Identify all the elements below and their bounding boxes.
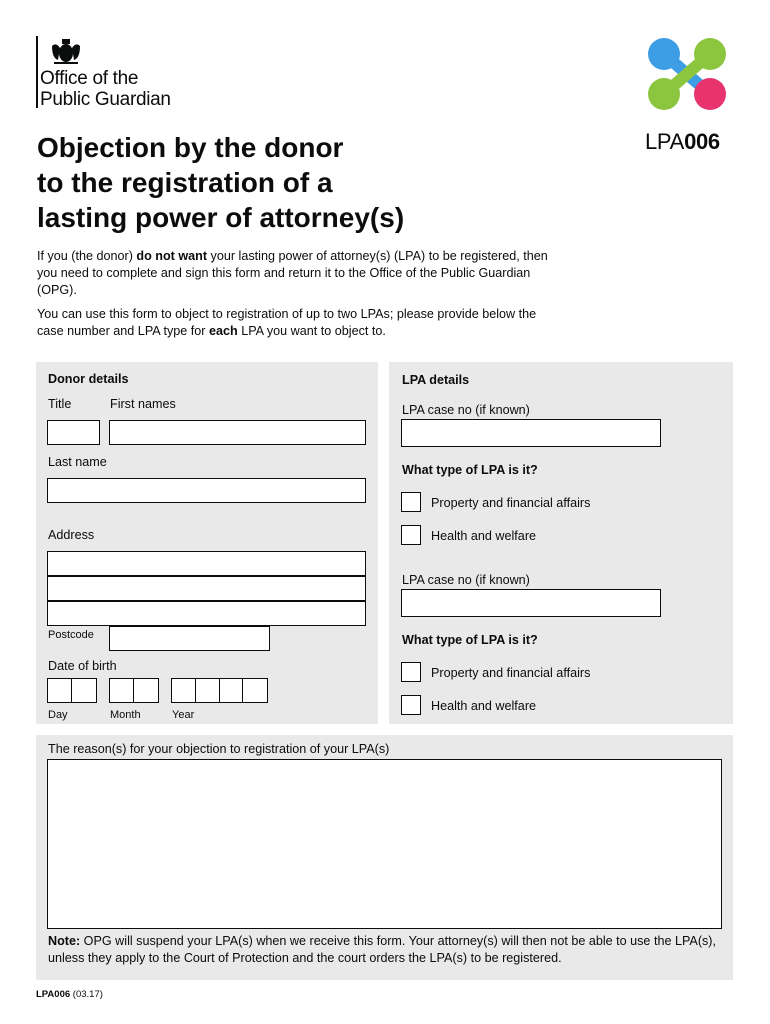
page-title <box>37 130 557 235</box>
lpa-details-heading: LPA details <box>402 373 470 387</box>
health-welfare-checkbox-2[interactable] <box>401 695 421 715</box>
property-financial-label-2: Property and financial affairs <box>431 666 591 680</box>
objection-reason-label: The reason(s) for your objection to registration of your LPA(s) <box>48 742 390 756</box>
day-label: Day <box>48 709 68 721</box>
title-line2: to the registration of a <box>37 167 333 198</box>
intro2-text-a: You can use this form to object to registration of up to two LPAs; please provide below the case number and LPA type for <box>37 307 537 338</box>
health-welfare-label-1: Health and welfare <box>431 529 537 543</box>
suspension-note <box>48 933 728 967</box>
postcode-field[interactable] <box>109 626 270 651</box>
dob-day-field[interactable] <box>47 678 97 703</box>
form-code-prefix: LPA <box>645 129 685 154</box>
title-line3: lasting power of attorney(s) <box>37 202 405 233</box>
date-of-birth-label: Date of birth <box>48 659 117 673</box>
address-line1-field[interactable] <box>47 551 366 576</box>
opg-dots-logo-icon <box>646 36 728 112</box>
org-name-line1: Office of the <box>40 68 139 89</box>
intro2-text-b: LPA you want to object to. <box>237 324 386 338</box>
logo-divider <box>36 36 38 108</box>
property-financial-checkbox-2[interactable] <box>401 662 421 682</box>
organisation-name <box>40 68 171 110</box>
royal-crest-icon <box>46 36 86 66</box>
intro1-bold: do not want <box>136 249 208 263</box>
address-line3-field[interactable] <box>47 601 366 626</box>
note-text: OPG will suspend your LPA(s) when we receive this form. Your attorney(s) will then not be able to use the LPA(s), unless they apply to the Court of Protection and the court orders the LPA(s) to be registered. <box>48 934 716 965</box>
address-label: Address <box>48 528 95 542</box>
lpa-case-no-field-1[interactable] <box>401 419 661 447</box>
title-label: Title <box>48 397 72 411</box>
intro1-text-b: your lasting power of attorney(s) (LPA) to be registered, then you need to complete and sign this form and return it to the Office of the Public Guardian (OPG). <box>37 249 548 297</box>
month-label: Month <box>110 709 141 721</box>
health-welfare-checkbox-1[interactable] <box>401 525 421 545</box>
lpa-details-panel <box>389 362 733 724</box>
form-code <box>645 129 720 155</box>
first-names-label: First names <box>110 397 176 411</box>
lpa-type-question-1: What type of LPA is it? <box>402 463 538 477</box>
lpa-type-question-2: What type of LPA is it? <box>402 633 538 647</box>
address-line2-field[interactable] <box>47 576 366 601</box>
donor-details-heading: Donor details <box>48 372 129 386</box>
org-name-line2: Public Guardian <box>40 89 171 110</box>
lpa-case-no-field-2[interactable] <box>401 589 661 617</box>
intro1-text-a: If you (the donor) <box>37 249 137 263</box>
last-name-label: Last name <box>48 455 107 469</box>
footer-form-code: LPA006 <box>36 989 71 1000</box>
intro-paragraph-1 <box>37 248 557 299</box>
lpa-case-no-label-1: LPA case no (if known) <box>402 403 530 417</box>
form-version-footer <box>36 989 103 1000</box>
property-financial-label-1: Property and financial affairs <box>431 496 591 510</box>
intro-paragraph-2 <box>37 306 557 340</box>
last-name-field[interactable] <box>47 478 366 503</box>
footer-version: (03.17) <box>70 989 103 1000</box>
donor-details-panel <box>36 362 378 724</box>
intro2-bold: each <box>208 324 238 338</box>
objection-reason-field[interactable] <box>47 759 722 929</box>
health-welfare-label-2: Health and welfare <box>431 699 537 713</box>
form-code-number: 006 <box>684 129 720 154</box>
first-names-field[interactable] <box>109 420 366 445</box>
dob-year-field[interactable] <box>171 678 268 703</box>
property-financial-checkbox-1[interactable] <box>401 492 421 512</box>
dob-month-field[interactable] <box>109 678 159 703</box>
lpa-case-no-label-2: LPA case no (if known) <box>402 573 530 587</box>
postcode-label: Postcode <box>48 629 94 641</box>
year-label: Year <box>172 709 195 721</box>
title-line1: Objection by the donor <box>37 132 344 163</box>
title-field[interactable] <box>47 420 100 445</box>
note-bold-label: Note: <box>48 934 81 948</box>
